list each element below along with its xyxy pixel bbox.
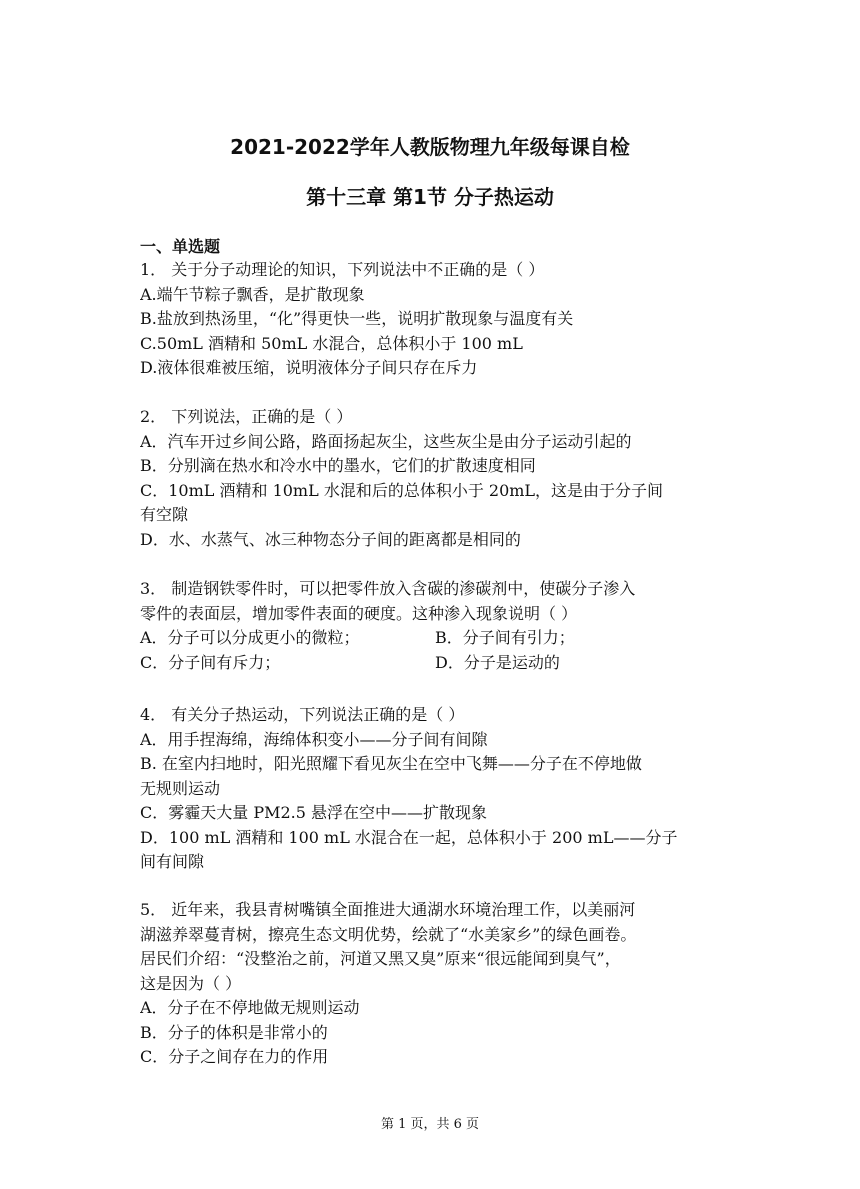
option-d: D．水、水蒸气、冰三种物态分子间的距离都是相同的 [140,529,521,549]
question-4 [140,703,730,875]
option-d: D.液体很难被压缩，说明液体分子间只存在斥力 [140,358,478,377]
option-b: B.盐放到热汤里，“化”得更快一些，说明扩散现象与温度有关 [140,309,574,328]
question-stem: 5． 近年来，我县青树嘴镇全面推进大通湖水环境治理工作，以美丽河 [140,900,636,919]
question-stem-continued: 这是因为（ ） [140,973,242,993]
option-row [140,626,730,651]
option-d: D．分子是运动的 [435,652,560,672]
option-c: C．分子间有斥力； [140,652,281,672]
option-b: B．分子的体积是非常小的 [140,1022,328,1042]
question-2 [140,405,730,552]
option-b: B．分别滴在热水和冷水中的墨水，它们的扩散速度相同 [140,456,536,475]
page-footer: 第 1 页，共 6 页 [380,1117,480,1132]
chapter-subtitle: 第十三章 第1节 分子热运动 [306,185,554,209]
option-a: A．汽车开过乡间公路，路面扬起灰尘，这些灰尘是由分子运动引起的 [140,431,632,451]
question-3 [140,577,730,675]
option-a: A.端午节粽子飘香，是扩散现象 [140,284,365,304]
question-stem-continued: 零件的表面层，增加零件表面的硬度。这种渗入现象说明（ ） [140,603,578,623]
option-d-continued: 间有间隙 [140,852,205,871]
question-stem: 2． 下列说法，正确的是（ ） [140,407,353,426]
question-5 [140,898,730,1070]
question-stem: 3． 制造钢铁零件时，可以把零件放入含碳的渗碳剂中，使碳分子渗入 [140,579,636,598]
option-c: C．10mL 酒精和 10mL 水混和后的总体积小于 20mL，这是由于分子间 [140,480,664,500]
option-b-continued: 无规则运动 [140,778,221,798]
option-c-continued: 有空隙 [140,505,189,524]
question-1 [140,258,730,381]
question-stem-continued: 居民们介绍：“没整治之前，河道又黑又臭”原来“很远能闻到臭气”， [140,949,621,968]
option-a: A．分子可以分成更小的微粒； [140,628,360,647]
option-c: C．雾霾天大量 PM2.5 悬浮在空中——扩散现象 [140,803,488,822]
option-b: B．分子间有引力； [435,628,575,647]
option-b: B. 在室内扫地时，阳光照耀下看见灰尘在空中飞舞——分子在不停地做 [140,754,642,773]
option-a: A．用手捏海绵，海绵体积变小——分子间有间隙 [140,729,488,749]
question-stem: 4． 有关分子热运动，下列说法正确的是（ ） [140,705,465,724]
option-d: D．100 mL 酒精和 100 mL 水混合在一起，总体积小于 200 mL——分子 [140,827,678,847]
option-a: A．分子在不停地做无规则运动 [140,998,360,1017]
option-c: C.50mL 酒精和 50mL 水混合，总体积小于 100 mL [140,333,523,353]
question-stem: 1． 关于分子动理论的知识，下列说法中不正确的是（ ） [140,260,545,279]
option-c: C．分子之间存在力的作用 [140,1047,329,1066]
section-heading: 一、单选题 [140,237,221,256]
question-stem-continued: 湖滋养翠蔓青树，擦亮生态文明优势，绘就了“水美家乡”的绿色画卷。 [140,924,637,944]
document-title: 2021-2022学年人教版物理九年级每课自检 [230,135,630,159]
option-row [140,651,730,676]
